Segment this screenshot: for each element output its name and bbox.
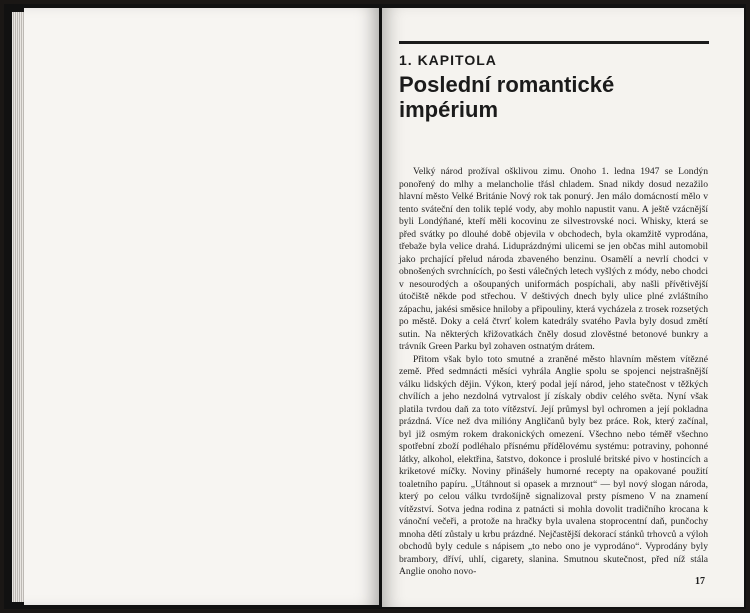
paragraph: Přitom však bylo toto smutné a zraněné město hlavním městem vítězné země. Před sedmnácti měsíci vyhrála Anglie spolu se spojenci nejstrašnější válku lidských dějin. Výkon, který podal její národ, jeho statečnost v těžkých chvílích a jeho nezdolná vytrvalost jí získaly obdiv celého světa. Nyní však platila tvrdou daň za toto vítězství. Její průmysl byl ochromen a její pokladna prázdná. Více než dva milióny Angličanů byly bez práce. Rok, který začínal, byl již osmým rokem drakonických omezení. Všechno nebo téměř všechno spotřební zboží podléhalo přísnému přídělovému systému: potraviny, pohonné látky, alkohol, elektřina, šatstvo, dokonce i proslulé britské pivo v hostincích a kriketové míčky. Noviny přinášely humorné recepty na opakované použití toaletního papíru. „Utáhnout si opasek a mrznout“ — byl nový slogan národa, který po celou válku tvrdošíjně signalizoval prsty písmeno V na znamení vítězství. Sotva jedna rodina z patnácti si mohla dovolit tradičního krocana k vánoční večeři, a protože na hračky byla uvalena stoprocentní daň, punčochy mnoha dětí zůstaly u krbu prázdné. Nejčastější dekorací stánků trhovců a výloh obchodů byly cedule s nápisem „to nebo ono je vyprodáno“. Vyprodány byly brambory, dříví, uhlí, cigarety, slanina. Smutnou skutečnost, před níž stála Anglie onoho novo- [399, 353, 708, 577]
right-page [382, 8, 744, 607]
chapter-rule [399, 41, 709, 44]
chapter-title: Poslední romantické impérium [399, 72, 615, 122]
chapter-body [399, 166, 708, 579]
left-page-blank [24, 8, 379, 605]
page-number: 17 [695, 576, 705, 587]
chapter-label: 1. KAPITOLA [399, 52, 497, 68]
open-book [4, 4, 746, 609]
paragraph: Velký národ prožíval ošklivou zimu. Onoho 1. ledna 1947 se Londýn ponořený do mlhy a melancholie třásl chladem. Snad nikdy dosud nezažilo hlavní město Velké Británie Nový rok tak ponurý. Jen málo domácností mělo v tento sváteční den tolik teplé vody, aby mohlo napustit vanu. A ještě vzácnější byli Londýňané, kteří měli kocovinu ze silvestrovské noci. Whisky, která se před svátky po dlouhé době objevila v obchodech, byla okamžitě vyprodána, třebaže byla velice drahá. Liduprázdnými ulicemi se jen občas mihl automobil jako prchající přelud národa zbaveného benzinu. Osamělí a nevrlí chodci v obnošených svrchnících, po šesti válečných letech vyšlých z módy, nebo chodci v nesourodých a ošoupaných uniformách pospíchali, aby našli přívětivější útočiště někde pod střechou. V deštivých dnech byly ulice plné zvláštního zápachu, jakési směsice hniloby a připouliny, která vycházela z trosek rozsetých po městě. Doky a celá čtvrť kolem katedrály svatého Pavla byly dosud změtí sutin. Na některých křižovatkách čněly dosud zlověstné betonové bunkry a trávník Green Parku byl zohaven ostnatým drátem. [399, 166, 708, 352]
